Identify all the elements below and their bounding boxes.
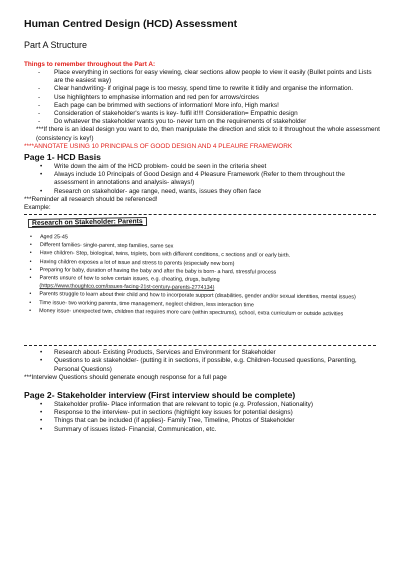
list-item: • Summary of issues listed- Financial, Communication, etc. (24, 426, 380, 434)
example-clipping (24, 214, 376, 346)
list-item: • Always include 10 Principals of Good Design and 4 Pleasure Framework (Refer to them throughout the assessment in annotations and analysis- always!) (24, 171, 380, 187)
list-item: • Questions to ask stakeholder- (putting it in sections, if possible, e.g. Children-focused questions, Parenting, Personal Questions) (24, 357, 380, 373)
list-item: • Different families- single-parent, step families, same sex (30, 241, 376, 253)
annotate-note: ****ANNOTATE USING 10 PRINCIPALS OF GOOD DESIGN AND 4 PLEAURE FRAMEWORK (24, 142, 293, 150)
list-item: • Parents unsure of how to solve certain issues, e.g. cheating, drugs, bullying (29, 274, 375, 286)
list-item: • Money issue- unexpected twin, children that requires more care (within spectrums), school, extra curriculum or outside activities (29, 307, 375, 319)
list-item: - Each page can be brimmed with sections of information! More info, High marks! (24, 102, 380, 110)
list-item: • Write down the aim of the HCD problem- could be seen in the criteria sheet (24, 163, 380, 171)
list-item: • Research on stakeholder- age range, need, wants, issues they often face (24, 188, 380, 196)
document-title: Human Centred Design (HCD) Assessment (24, 18, 238, 30)
page1-list-continued (24, 349, 380, 374)
consistency-note: ***If there is an ideal design you want to do, then manipulate the direction and stick to it throughout the whole assessment (consistency is key!) (36, 126, 380, 142)
list-item: • Stakeholder profile- Place information that are relevant to topic (e.g. Profession, Nationality) (24, 401, 380, 409)
list-item: - Consideration of stakeholder's wants is key- fulfil it!!!! Consideration= Empathic design (24, 110, 380, 118)
list-item: - Do whatever the stakeholder wants you to- never turn on the requirements of stakeholder (24, 118, 380, 126)
list-item: • Have children- Step, biological, twins, triplets, born with different conditions, c sections and/ or early birth. (30, 250, 376, 262)
part-a-heading: Part A Structure (24, 40, 88, 50)
list-item: • Time issue- two working parents, time management, neglect children, less interaction time (29, 299, 375, 311)
example-list (29, 233, 376, 319)
list-item: - Use highlighters to emphasise information and red pen for arrows/circles (24, 94, 380, 102)
example-label: Example: (24, 204, 51, 212)
list-item: • Parents struggle to learn about their child and how to incorporate support (disabilities, gender and/or sexual identities, mental issues) (29, 291, 375, 303)
remember-heading: Things to remember throughout the Part A: (24, 61, 156, 68)
list-item: - Clear handwriting- if original page is too messy, spend time to rewrite it tidily and organise the information. (24, 85, 380, 93)
page2-list (24, 401, 380, 434)
page2-heading: Page 2- Stakeholder interview (First interview should be complete) (24, 390, 296, 401)
list-item: • Response to the interview- put in sections (highlight key issues for potential designs) (24, 409, 380, 417)
list-item: - Place everything in sections for easy viewing, clear sections allow people to view it easily (Bullet points and Lists are the easiest way) (24, 69, 380, 85)
list-item: • Aged 25-45 (30, 233, 376, 245)
document-page (24, 18, 380, 434)
reference-reminder: ***Reminder all research should be referenced! (24, 195, 158, 203)
list-item: • Having children exposes a lot of issue and stress to parents (especially new born) (30, 258, 376, 270)
list-item: • Preparing for baby, duration of having the baby and after the baby is born- a hard, stressful process (30, 266, 376, 278)
interview-note: ***Interview Questions should generate enough response for a full page (24, 373, 227, 381)
list-item: • Research about- Existing Products, Services and Environment for Stakeholder (24, 349, 380, 357)
remember-list (24, 69, 380, 126)
page1-heading: Page 1- HCD Basis (24, 152, 101, 163)
page1-list (24, 163, 380, 196)
list-item: • Things that can be included (if applies)- Family Tree, Timeline, Photos of Stakeholder (24, 417, 380, 425)
example-title: Research on Stakeholder: Parents (28, 217, 147, 228)
reference-link[interactable]: (https://www.thoughtco.com/issues-facing-21st-century-parents-2774134) (39, 283, 215, 292)
